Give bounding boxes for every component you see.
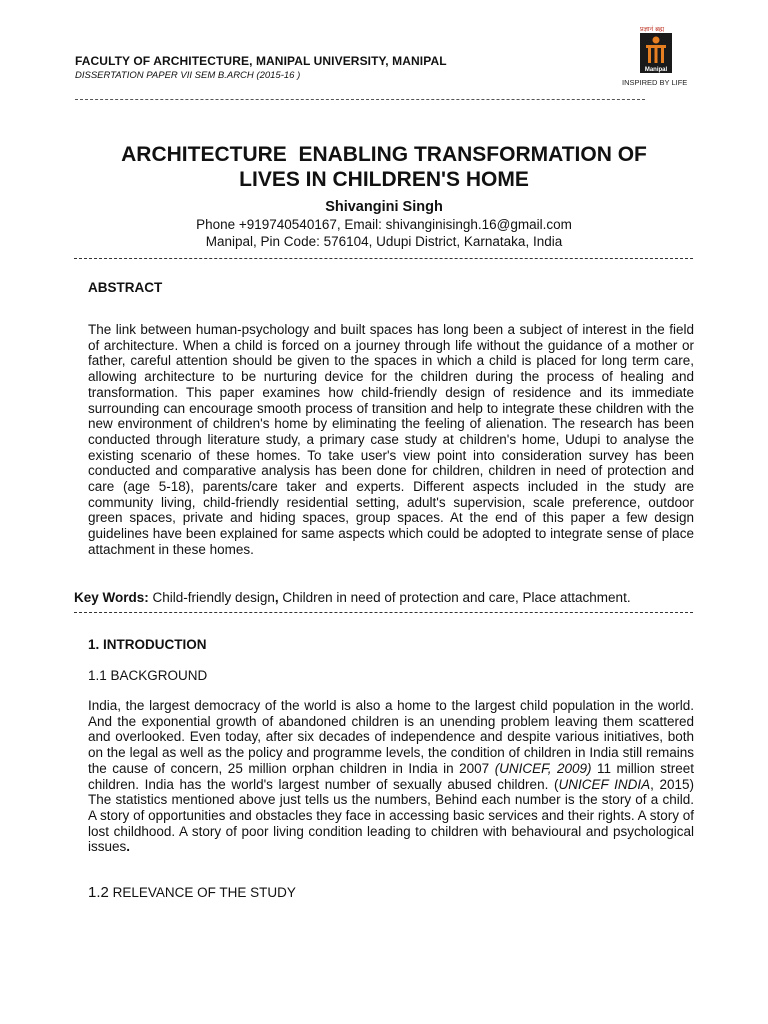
citation-unicef-india: UNICEF INDIA <box>558 776 651 792</box>
divider-1 <box>74 258 693 259</box>
background-text-b: 11 million street children. India has the world's largest number of sexually abused children. ( <box>88 760 694 792</box>
logo-tagline: INSPIRED BY LIFE <box>622 78 688 87</box>
keywords <box>74 590 631 605</box>
logo-name: Manipal <box>644 67 668 73</box>
manipal-logo <box>616 24 694 90</box>
relevance-number: 1.2 <box>88 884 109 901</box>
background-text-a: India, the largest democracy of the world is also a home to the largest child population in the world. And the exponential growth of abandoned children is an unending problem leaving them scattered and overlooked. Even today, after six decades of independence and despite various initiatives, both on the legal as well as the policy and programme levels, the condition of children in India still remains the cause of concern, 25 million orphan children in India in 2007 <box>88 698 694 776</box>
paper-title <box>40 142 728 192</box>
abstract-text: The link between human-psychology and built spaces has long been a subject of interest in the field of architecture. When a child is forced on a journey through life without the guidance of a mother or father, careful attention should be given to the spaces in which a child is placed for long term care, allowing architecture to be nurturing device for the children during the process of healing and transformation. This paper examines how child-friendly design of residence and its immediate surrounding can encourage smooth process of transition and help to integrate these children with the new environment of children's home by eliminating the feeling of alienation. The research has been conducted through literature study, a primary case study at children's home, Udupi to analyse the existing scenario of these homes. To take user's view point into consideration survey has been conducted and comparative analysis has been done for children, children in need of protection and care (age 5-18), parents/care taker and experts. Different aspects included in the study are community living, child-friendly residential setting, adult's supervision, scale preference, outdoor green spaces, private and hiding spaces, group spaces. At the end of this paper a few design guidelines have been explained for same aspects which could be adopted to integrate sense of place attachment in these homes. <box>88 322 694 557</box>
keywords-label: Key Words: <box>74 590 149 605</box>
relevance-subheading <box>88 884 296 901</box>
title-line-2: LIVES IN CHILDREN'S HOME <box>239 168 529 191</box>
keyword-1: Child-friendly design <box>152 590 275 605</box>
background-text <box>88 698 694 855</box>
background-text-end: . <box>126 839 131 855</box>
institution-header: FACULTY OF ARCHITECTURE, MANIPAL UNIVERSITY, MANIPAL <box>75 54 447 68</box>
background-subheading: 1.1 BACKGROUND <box>88 668 208 683</box>
author-address: Manipal, Pin Code: 576104, Udupi District, Karnataka, India <box>205 234 563 249</box>
citation-unicef-2009: (UNICEF, 2009) <box>494 760 592 776</box>
abstract-heading: ABSTRACT <box>88 280 163 295</box>
logo-emblem <box>640 33 672 73</box>
logo-emblem-icon <box>640 33 672 73</box>
background-text-c: , 2015) The statistics mentioned above just tells us the numbers, Behind each number is the story of a child. A story of opportunities and obstacles they face in accessing basic services and their rights. A story of lost childhood. A story of poor living condition leading to children with behavioural and psychological issues <box>88 776 694 855</box>
header-divider <box>75 99 645 100</box>
title-line-1: ARCHITECTURE ENABLING TRANSFORMATION OF <box>121 143 647 166</box>
author-contact: Phone +919740540167, Email: shivanginisingh.16@gmail.com <box>196 217 572 232</box>
divider-2 <box>74 612 693 613</box>
keyword-sep: , <box>274 590 279 605</box>
dissertation-line: DISSERTATION PAPER VII SEM B.ARCH (2015-16 ) <box>75 70 301 81</box>
logo-motto: प्रज्ञानं ब्रह्म <box>640 25 665 33</box>
introduction-heading: 1. INTRODUCTION <box>88 637 207 652</box>
keyword-rest: Children in need of protection and care, Place attachment. <box>278 590 631 605</box>
author-name: Shivangini Singh <box>325 199 443 215</box>
relevance-title: RELEVANCE OF THE STUDY <box>108 885 296 900</box>
